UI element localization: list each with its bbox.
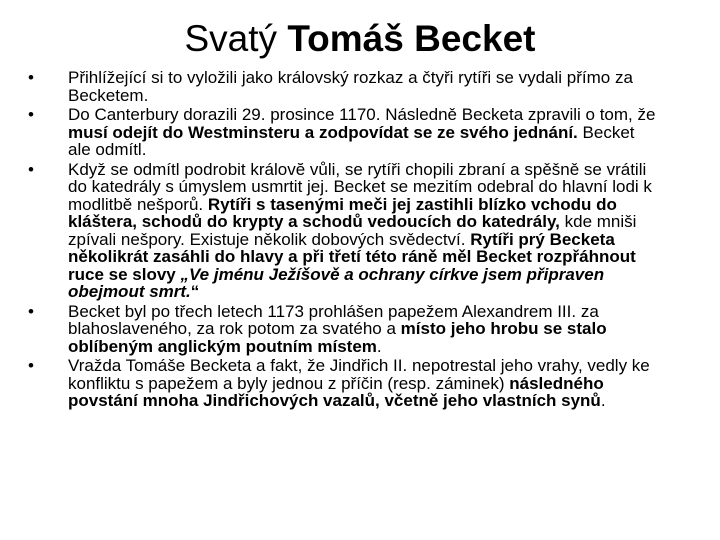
bullet-bold-text: místo jeho hrobu se stalo oblíbeným anglickým poutním místem (68, 319, 607, 356)
bullet-bold-text: musí odejít do Westminsteru a zodpovídat se ze svého jednání. (68, 122, 578, 142)
bullet-symbol: • (28, 159, 34, 179)
bullet-bold-text: “ (190, 282, 200, 301)
bullet-bold-text: následného povstání mnoha Jindřichových vazalů, včetně jeho vlastních synů (68, 373, 604, 410)
bullet-text: Becket byl po třech letech 1173 prohlášen papežem Alexandrem III. za blahoslaveného, za rok potom za svatého a (68, 301, 599, 338)
slide-title (0, 16, 720, 62)
bullet-item-1 (20, 69, 660, 104)
bullet-text: kde mniši zpívali nešpory. Existuje několik dobových svědectví. (68, 212, 637, 249)
bullet-item-3 (20, 161, 660, 301)
bullet-quote: „Ve jménu Ježíšově a ochrany církve jsem připraven obejmout smrt. (68, 264, 605, 301)
bullet-text: Přihlížející si to vyložili jako královský rozkaz a čtyři rytíři se vydali přímo za Becketem. (68, 68, 633, 105)
bullet-text: Do Canterbury dorazili 29. prosince 1170. Následně Becketa zpravili o tom, že (68, 105, 656, 124)
bullet-item-4 (20, 303, 660, 356)
title-normal-part: Svatý (184, 18, 288, 59)
title-bold-part: Tomáš Becket (287, 18, 536, 59)
bullet-text: . (376, 336, 382, 356)
bullet-symbol: • (28, 68, 34, 87)
bullet-bold-text: Rytíři s tasenými meči jej zastihli blízko vchodu do kláštera, schodů do krypty a schodů vedoucích do katedrály, (68, 194, 617, 231)
bullet-item-2 (20, 106, 660, 159)
bullet-item-5 (20, 357, 660, 410)
bullet-bold-text: Rytíři prý Becketa několikrát zasáhli do hlavy a při třetí této ráně měl Becket rozpřáhnout ruce se slovy (68, 229, 636, 284)
bullet-symbol: • (28, 301, 34, 321)
bullet-symbol: • (28, 356, 34, 375)
bullet-list (20, 69, 660, 412)
bullet-text: Becket ale odmítl. (68, 122, 635, 159)
bullet-text: . (600, 391, 606, 410)
bullet-symbol: • (28, 105, 34, 124)
bullet-text: Když se odmítl podrobit královĕ vůli, se rytíři chopili zbraní a spěšně se vrátili do katedrály s úmyslem usmrtit jej. Becket se mezitím odebral do hlavní lodi k modlitbě nešporů. (68, 159, 652, 214)
bullet-text: Vražda Tomáše Becketa a fakt, že Jindřich II. nepotrestal jeho vrahy, vedly ke konfliktu s papežem a byly jednou z příčin (resp. záminek) (68, 356, 650, 393)
